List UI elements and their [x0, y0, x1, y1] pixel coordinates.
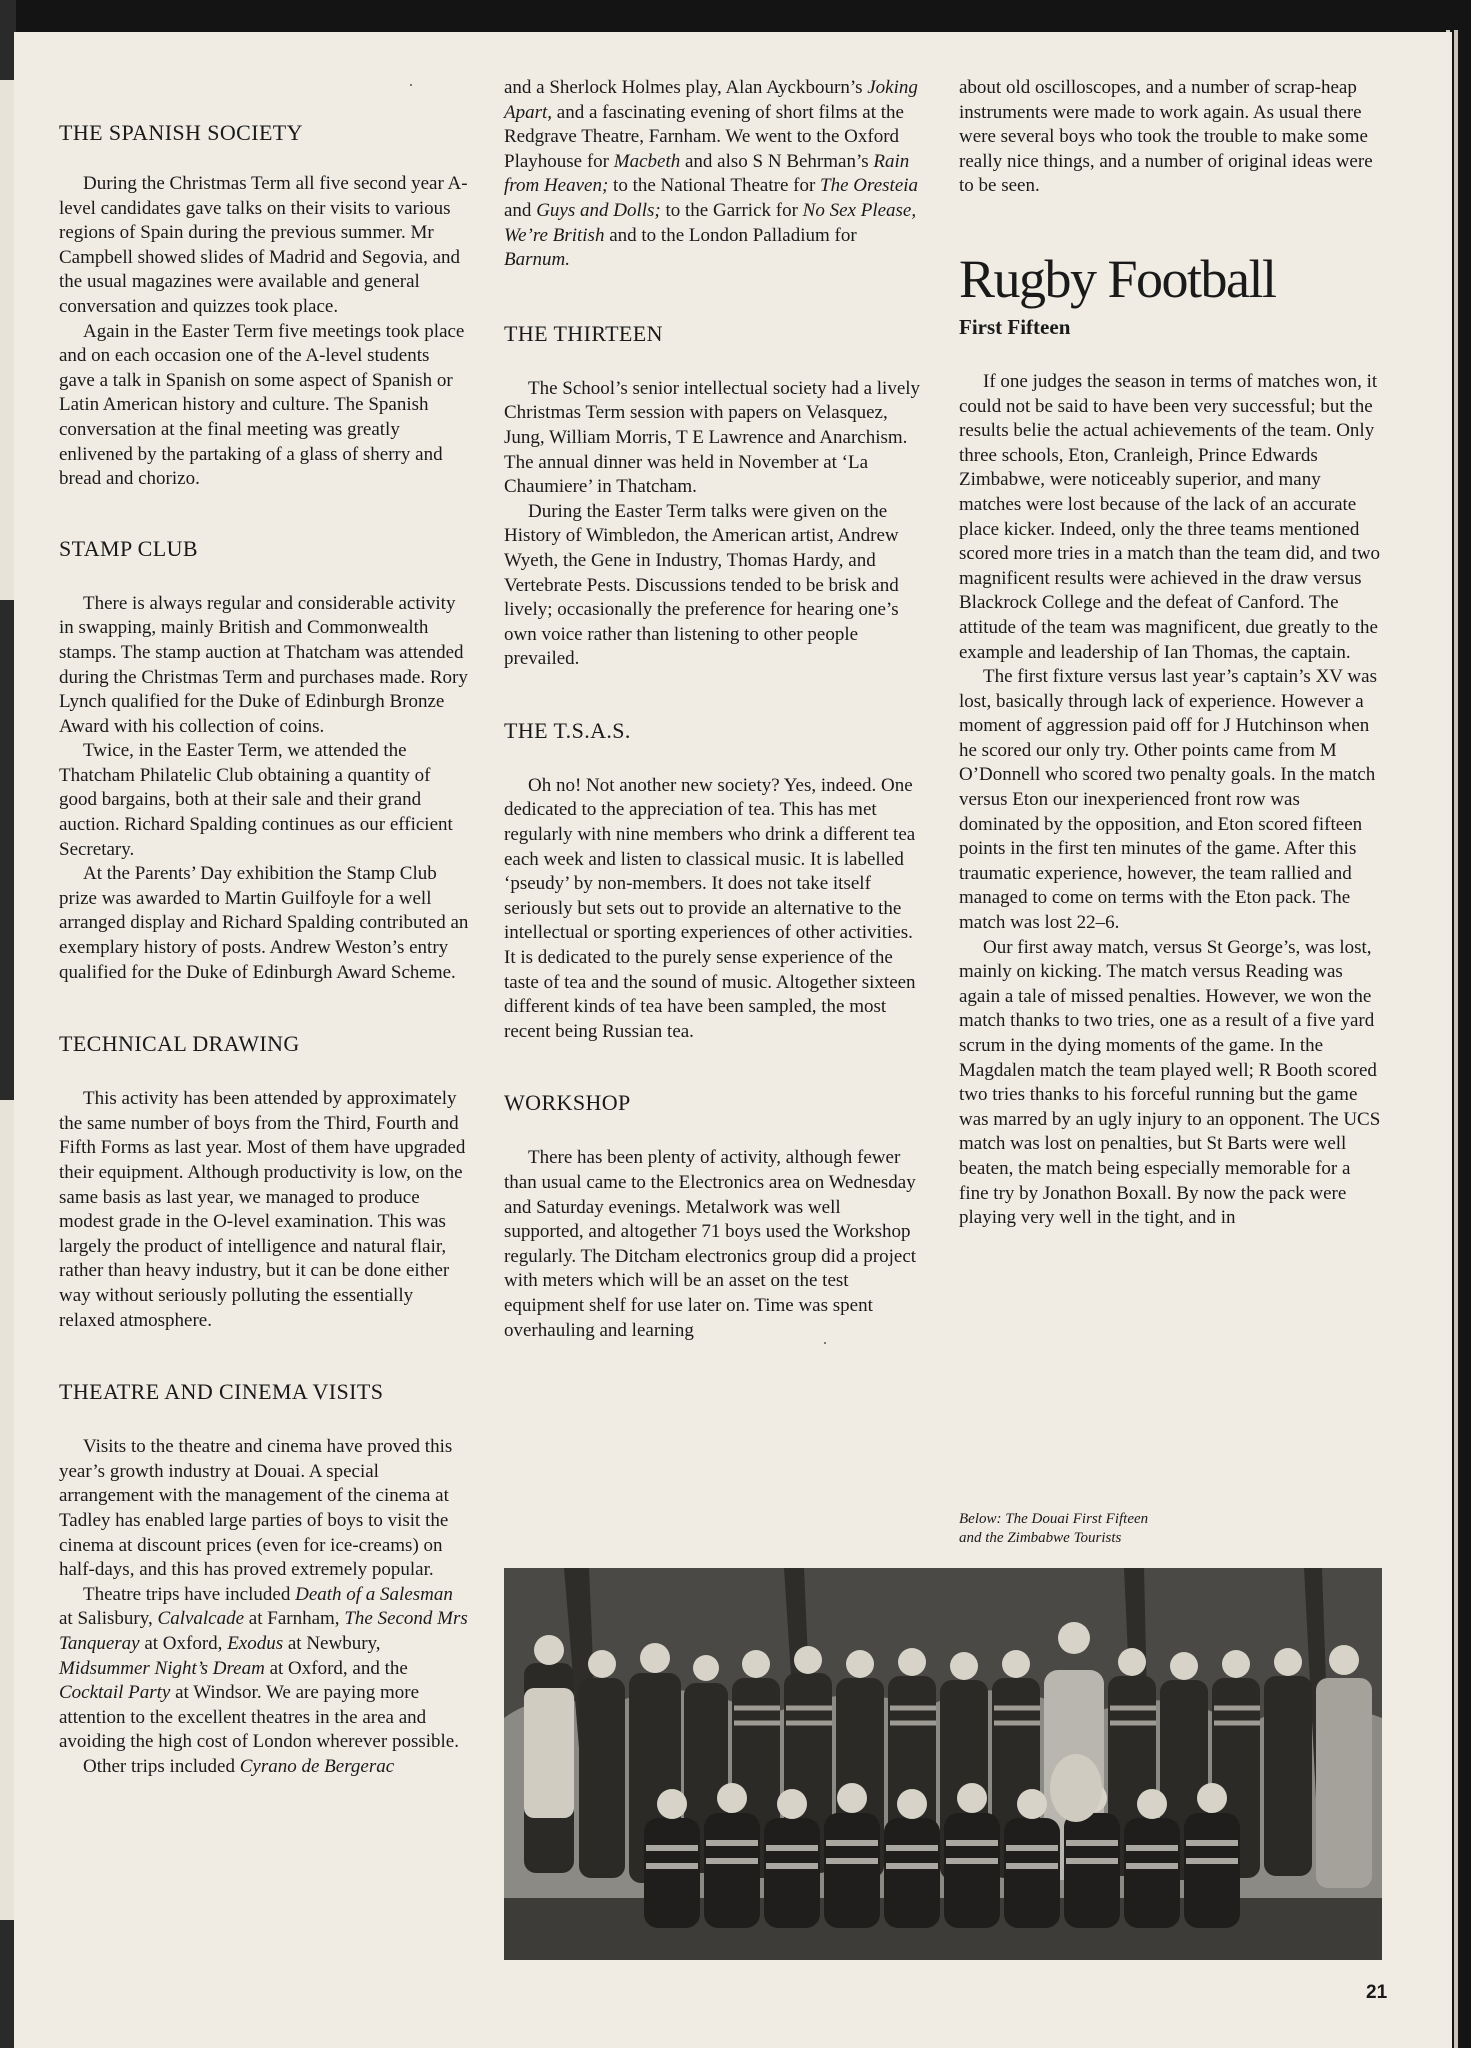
play-title: Calvalcade — [157, 1608, 245, 1630]
dust-speck — [824, 1342, 826, 1344]
spanish-society-section — [59, 120, 469, 492]
theatre-text: to the National Theatre for — [608, 175, 821, 197]
theatre-text: and also S N Behrman’s — [680, 150, 874, 172]
stamp-club-heading: STAMP CLUB — [59, 535, 198, 561]
workshop-heading: WORKSHOP — [504, 1090, 631, 1116]
rugby-section — [959, 249, 1384, 1231]
thirteen-p1: The School’s senior intellectual society had a lively Christmas Term session with papers on Velasquez, Jung, William Morris, T E Lawrence and Anarchism. The annual dinner was held in November at ‘La Chaumiere’ in Thatcham. — [504, 377, 921, 498]
theatre-text: at Oxford, and the — [264, 1657, 408, 1679]
left-column — [59, 82, 469, 1779]
play-title: Death of a Salesman — [295, 1583, 453, 1605]
theatre-text: at Salisbury, — [59, 1608, 158, 1630]
play-title: Cyrano de Bergerac — [239, 1755, 395, 1777]
spanish-society-heading: THE SPANISH SOCIETY — [59, 120, 303, 145]
thirteen-heading: THE THIRTEEN — [504, 320, 663, 346]
theatre-text: to the Garrick for — [660, 199, 803, 221]
workshop-p1: There has been plenty of activity, although fewer than usual came to the Electronics area on Wednesday and Saturday evenings. Metalwork was well supported, and altogether 71 boys used the Workshop regularly. The Ditcham electronics group did a project with meters which will be an asset on the test equipment shelf for use later on. Time was spent overhauling and learning — [504, 1147, 917, 1341]
theatre-text: at Windsor. We are paying more attention to the excellent theatres in the area and avoiding the high cost of London wherever possible. — [59, 1682, 459, 1753]
rugby-title: Rugby Football — [959, 248, 1276, 309]
spanish-society-p2: Again in the Easter Term five meetings took place and on each occasion one of the A-level students gave a talk in Spanish on some aspect of Spanish or Latin American history and culture. The Spanish conversation at the final meeting was greatly enlivened by the partaking of a glass of sherry and bread and chorizo. — [59, 320, 465, 490]
technical-drawing-heading: TECHNICAL DRAWING — [59, 1031, 300, 1057]
play-title: The Oresteia — [820, 175, 919, 197]
theatre-text: Theatre trips have included — [83, 1583, 296, 1605]
play-title: Midsummer Night’s Dream — [59, 1657, 265, 1679]
theatre-continued — [504, 76, 924, 273]
rugby-subtitle: First Fifteen — [959, 314, 1071, 339]
spanish-society-p1: During the Christmas Term all five second year A-level candidates gave talks on their visits to various regions of Spain during the previous summer. Mr Campbell showed slides of Madrid and Segovia, and the usual magazines were available and general conversation and quizzes took place. — [59, 173, 468, 317]
workshop-section — [504, 1090, 924, 1343]
rugby-p2: The first fixture versus last year’s captain’s XV was lost, basically through lack of experience. However a moment of aggression paid off for J Hutchinson when he scored our only try. Other points came from M O’Donnell who scored two penalty goals. In the match versus Eton our inexperienced front row was dominated by the opposition, and Eton scored fifteen points in the first ten minutes of the game. After this traumatic experience, however, the team rallied and managed to come on terms with the Eton pack. The match was lost 22–6. — [959, 666, 1377, 934]
play-title: The Second Mrs Tanqueray — [59, 1608, 468, 1654]
caption-line-1: Below: The Douai First Fifteen — [959, 1511, 1149, 1527]
theatre-cinema-section — [59, 1379, 469, 1779]
theatre-text: Other trips included — [83, 1755, 240, 1777]
right-column — [959, 76, 1384, 1231]
play-title: Cocktail Party — [59, 1682, 171, 1704]
page-number: 21 — [1366, 1982, 1388, 2003]
rugby-p1: If one judges the season in terms of matches won, it could not be said to have been very successful; but the results belie the actual achievements of the team. Only three schools, Eton, Cranleigh, Prince Edwards Zimbabwe, were noticeably superior, and many matches were lost because of the lack of an accurate place kicker. Indeed, only the three teams mentioned scored more tries in a match than the team did, and two magnificent results were achieved in the draw versus Blackrock College and the defeat of Canford. The attitude of the team was magnificent, due greatly to the example and leadership of Ian Thomas, the captain. — [959, 370, 1381, 663]
photo-caption — [959, 1510, 1148, 1548]
workshop-continued: about old oscilloscopes, and a number of scrap-heap instruments were made to work again. As usual there were several boys who took the trouble to make some really nice things, and a number of original ideas were to be seen. — [959, 77, 1373, 197]
theatre-cinema-heading: THEATRE AND CINEMA VISITS — [59, 1379, 384, 1405]
theatre-text: at Newbury, — [283, 1632, 381, 1654]
technical-drawing-section — [59, 1031, 469, 1333]
thirteen-section — [504, 321, 924, 672]
play-title: Exodus — [227, 1632, 284, 1654]
stamp-club-p1: There is always regular and considerable activity in swapping, mainly British and Commonwealth stamps. The stamp auction at Thatcham was attended during the Christmas Term and purchases made. Rory Lynch qualified for the Duke of Edinburgh Bronze Award with his collection of coins. — [59, 592, 468, 737]
team-photo — [504, 1568, 1382, 1960]
theatre-text: at Farnham, — [244, 1608, 345, 1630]
play-title: No Sex Please, We’re British — [504, 199, 917, 246]
theatre-text: and a Sherlock Holmes play, Alan Ayckbourn’s — [504, 77, 868, 98]
play-title: Joking Apart, — [504, 77, 918, 123]
team-photo-image — [504, 1568, 1382, 1960]
theatre-cinema-p2 — [59, 1583, 469, 1755]
play-title: Macbeth — [613, 150, 681, 172]
tsas-section — [504, 718, 924, 1045]
stamp-club-p3: At the Parents’ Day exhibition the Stamp Club prize was awarded to Martin Guilfoyle for a well arranged display and Richard Spalding contributed an exemplary history of posts. Andrew Weston’s entry qualified for the Duke of Edinburgh Award Scheme. — [59, 863, 469, 983]
facing-page-strip — [0, 80, 14, 600]
theatre-text: and to the London Palladium for — [604, 224, 857, 246]
thirteen-p2: During the Easter Term talks were given on the History of Wimbledon, the American artist, Andrew Wyeth, the Gene in Industry, Thomas Hardy, and Vertebrate Pests. Discussions tended to be brisk and lively; occasionally the preference for hearing one’s own voice rather than listening to other people prevailed. — [504, 500, 899, 670]
theatre-cinema-p3 — [59, 1755, 469, 1780]
tsas-p1: Oh no! Not another new society? Yes, indeed. One dedicated to the appreciation of tea. This has met regularly with nine members who drink a different tea each week and listen to classical music. It is labelled ‘pseudy’ by non-members. It does not take itself seriously but sets out to provide an alternative to the intellectual or sporting experiences of other activities. It is dedicated to the purely sense experience of the taste of tea and the sound of music. Altogether sixteen different kinds of tea have been sampled, the most recent being Russian tea. — [504, 774, 916, 1042]
caption-line-2: and the Zimbabwe Tourists — [959, 1530, 1122, 1546]
magazine-page — [14, 32, 1452, 2048]
page-edge-2 — [1454, 30, 1458, 2048]
theatre-text: and a fascinating evening of short films at the Redgrave Theatre, Farnham. We went to the Oxford Playhouse for — [504, 101, 904, 172]
stamp-club-section — [59, 536, 469, 986]
theatre-text: and — [504, 199, 537, 221]
theatre-cinema-p1: Visits to the theatre and cinema have proved this year’s growth industry at Douai. A special arrangement with the management of the cinema at Tadley has enabled large parties of boys to visit the cinema at discount prices (even for ice-creams) on half-days, and this has proved extremely popular. — [59, 1436, 453, 1581]
rugby-p3: Our first away match, versus St George’s, was lost, mainly on kicking. The match versus Reading was again a tale of missed penalties. However, we won the match thanks to two tries, one as a result of a five yard scrum in the dying moments of the game. In the Magdalen match the team played well; R Booth scored two tries thanks to his forceful running but the game was marred by an ugly injury to an opponent. The UCS match was lost on penalties, but St Barts were well beaten, the match being especially memorable for a fine try by Jonathon Boxall. By now the pack were playing very well in the tight, and in — [959, 936, 1381, 1229]
tsas-heading: THE T.S.A.S. — [504, 717, 631, 743]
theatre-text: at Oxford, — [139, 1632, 228, 1654]
play-title: Rain from Heaven; — [504, 150, 910, 197]
facing-page-strip-lower — [0, 1100, 14, 1920]
technical-drawing-p1: This activity has been attended by approximately the same number of boys from the Third, Fourth and Fifth Forms as last year. Most of them have upgraded their equipment. Although productivity is low, on the same basis as last year, we managed to produce modest grade in the O-level examination. This was largely the product of intelligence and natural flair, rather than heavy industry, but it can be done either way without seriously polluting the essentially relaxed atmosphere. — [59, 1088, 466, 1331]
stamp-club-p2: Twice, in the Easter Term, we attended the Thatcham Philatelic Club obtaining a quantity of good bargains, both at their sale and their grand auction. Richard Spalding continues as our efficient Secretary. — [59, 740, 453, 860]
play-title: Barnum. — [504, 249, 570, 271]
middle-column — [504, 76, 924, 1343]
dust-speck — [410, 84, 412, 86]
play-title: Guys and Dolls; — [536, 199, 661, 221]
